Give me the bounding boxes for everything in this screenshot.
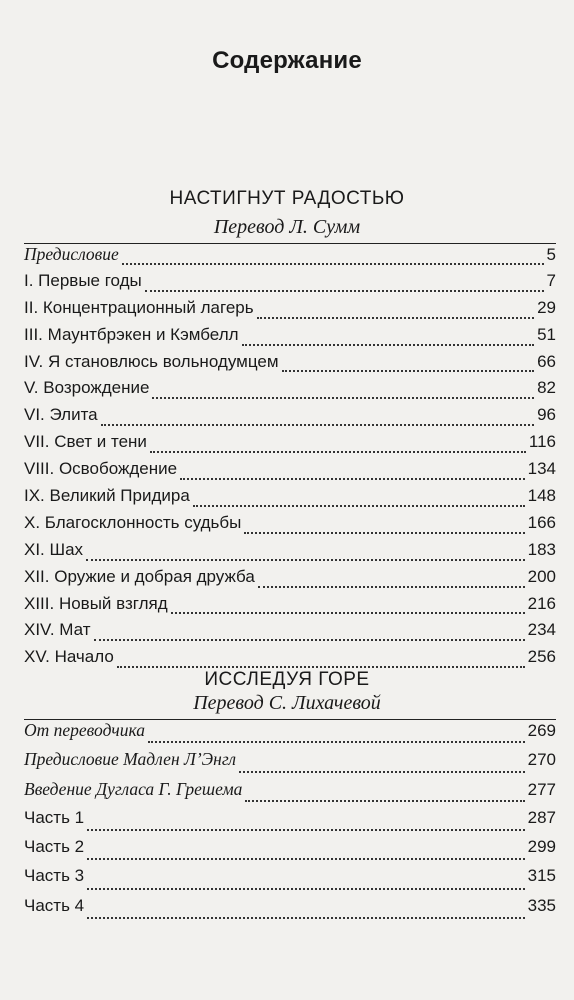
dot-leader <box>101 423 534 426</box>
dot-leader <box>150 450 526 453</box>
dot-leader <box>122 262 544 265</box>
toc-entry-page: 200 <box>527 566 556 586</box>
toc-entry <box>24 325 556 352</box>
toc-entry-label: От переводчика <box>24 720 146 740</box>
toc-entry <box>24 298 556 325</box>
toc-entry <box>24 378 556 405</box>
dot-leader <box>239 770 525 773</box>
toc-entry <box>24 837 556 866</box>
toc-entry-page: 148 <box>527 486 556 506</box>
dot-leader <box>148 740 525 743</box>
toc-entry-page: 96 <box>537 405 556 425</box>
toc-entry-page: 269 <box>527 721 556 740</box>
toc-entry-page: 82 <box>537 378 556 398</box>
toc-entry-page: 5 <box>546 245 556 264</box>
toc-entry <box>24 808 556 837</box>
toc-entry-page: 116 <box>528 432 556 452</box>
dot-leader <box>258 585 525 588</box>
toc-entry <box>24 866 556 895</box>
toc-entry-label: III. Маунтбрэкен и Кэмбелл <box>24 324 239 344</box>
translator-2: Перевод С. Лихачевой <box>193 692 381 714</box>
toc-entry-page: 183 <box>527 539 556 559</box>
toc-entry-page: 66 <box>537 351 556 371</box>
toc-entry-label: X. Благосклонность судьбы <box>24 512 242 532</box>
toc-entry-label: XII. Оружие и добрая дружба <box>24 566 255 586</box>
toc-entry <box>24 271 556 298</box>
page-title: Содержание <box>212 47 362 74</box>
dot-leader <box>145 289 544 292</box>
dot-leader <box>152 396 534 399</box>
toc-entry <box>24 749 556 778</box>
dot-leader <box>171 611 525 614</box>
dot-leader <box>94 638 525 641</box>
toc-entry <box>24 567 556 594</box>
toc-entry-page: 299 <box>527 837 556 857</box>
toc-entry-page: 277 <box>527 779 556 799</box>
section-title-1: НАСТИГНУТ РАДОСТЬЮ <box>169 188 405 209</box>
toc-entry-label: Часть 2 <box>24 837 85 857</box>
dot-leader <box>244 531 524 534</box>
toc-entry-page: 234 <box>527 620 556 640</box>
toc-entry-label: Предисловие Мадлен Л’Энгл <box>24 749 237 770</box>
toc-entry-label: I. Первые годы <box>24 270 142 290</box>
dot-leader <box>87 916 525 919</box>
toc-entry-page: 270 <box>527 750 556 770</box>
dot-leader <box>282 369 535 372</box>
dot-leader <box>242 343 535 346</box>
toc-entry-label: VI. Элита <box>24 405 98 425</box>
toc-entry <box>24 352 556 379</box>
toc-entry-label: Часть 1 <box>24 807 85 827</box>
dot-leader <box>86 558 525 561</box>
dot-leader <box>87 828 525 831</box>
toc-entry-label: IX. Великий Придира <box>24 486 190 506</box>
dot-leader <box>117 665 525 668</box>
toc-entry <box>24 720 556 749</box>
toc-entry-label: IV. Я становлюсь вольнодумцем <box>24 351 279 371</box>
dot-leader <box>245 799 524 802</box>
toc-entry-page: 256 <box>527 647 556 667</box>
toc-entry-label: XIV. Мат <box>24 620 91 640</box>
translator-1: Перевод Л. Сумм <box>213 216 361 238</box>
toc-entry <box>24 594 556 621</box>
dot-leader <box>193 504 525 507</box>
toc-entry-page: 287 <box>527 807 556 827</box>
toc-entry-page: 134 <box>527 459 556 479</box>
toc-entry-page: 29 <box>537 297 556 317</box>
toc-entry-page: 7 <box>546 270 556 290</box>
section-title-2: ИССЛЕДУЯ ГОРЕ <box>204 669 370 690</box>
toc-entry-page: 216 <box>527 593 556 613</box>
toc-entry <box>24 779 556 808</box>
toc-entry-label: V. Возрождение <box>24 378 150 398</box>
toc-list-2 <box>24 720 556 925</box>
toc-entry-page: 335 <box>527 895 556 915</box>
dot-leader <box>257 316 534 319</box>
toc-entry-label: Часть 4 <box>24 895 85 915</box>
toc-entry-page: 315 <box>527 866 556 886</box>
toc-list-1 <box>24 244 556 674</box>
toc-entry-label: Часть 3 <box>24 866 85 886</box>
toc-entry-label: VIII. Освобождение <box>24 459 178 479</box>
toc-entry <box>24 513 556 540</box>
toc-entry-label: VII. Свет и тени <box>24 432 147 452</box>
toc-entry-label: XV. Начало <box>24 647 114 667</box>
toc-entry-label: XI. Шах <box>24 539 84 559</box>
toc-entry-label: II. Концентрационный лагерь <box>24 297 254 317</box>
toc-entry <box>24 486 556 513</box>
toc-entry <box>24 244 556 271</box>
toc-entry <box>24 432 556 459</box>
toc-entry <box>24 540 556 567</box>
toc-entry-page: 166 <box>527 512 556 532</box>
toc-entry-label: Предисловие <box>24 244 119 264</box>
toc-entry <box>24 459 556 486</box>
dot-leader <box>87 887 525 890</box>
toc-entry <box>24 405 556 432</box>
dot-leader <box>87 857 525 860</box>
toc-entry-page: 51 <box>537 324 556 344</box>
toc-entry-label: Введение Дугласа Г. Грешема <box>24 778 243 799</box>
dot-leader <box>180 477 525 480</box>
toc-entry-label: XIII. Новый взгляд <box>24 593 168 613</box>
toc-entry <box>24 620 556 647</box>
toc-entry <box>24 896 556 925</box>
